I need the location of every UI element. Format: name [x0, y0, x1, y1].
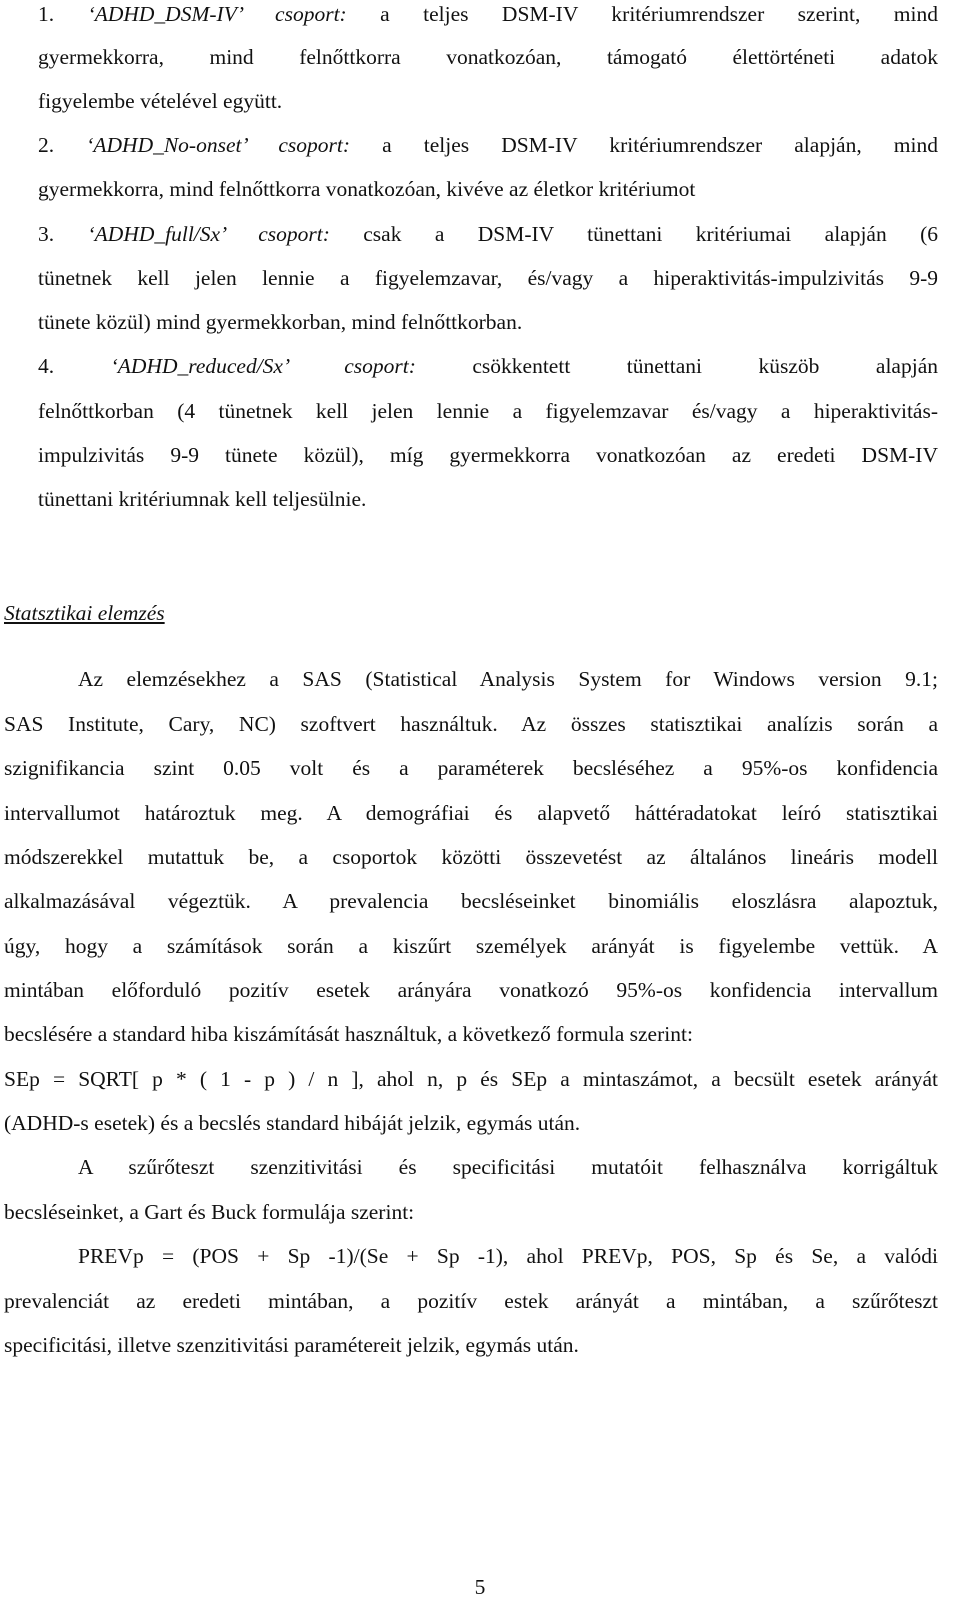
paragraph-line: A szűrőteszt szenzitivitási és specificitási mutatóit felhasználva korrigáltuk	[78, 1155, 938, 1179]
page-number: 5	[474, 1575, 486, 1599]
list-item-number: 3.	[38, 222, 55, 246]
list-item-2	[0, 132, 960, 158]
list-item-text: a teljes DSM-IV kritériumrendszer alapján, mind	[350, 133, 938, 157]
list-item-title: ‘ADHD_DSM-IV’ csoport:	[87, 2, 347, 26]
section-heading	[0, 600, 960, 626]
section-heading-text: Statsztikai elemzés	[4, 601, 165, 625]
list-item-text: felnőttkorban (4 tünetnek kell jelen lennie a figyelemzavar és/vagy a hiperaktivitás-	[38, 399, 938, 423]
list-item-number: 1.	[38, 2, 55, 26]
list-item-title: ‘ADHD_full/Sx’ csoport:	[87, 222, 330, 246]
paragraph-line: prevalenciát az eredeti mintában, a pozitív estek arányát a mintában, a szűrőteszt	[4, 1289, 938, 1313]
formula-line: SEp = SQRT[ p * ( 1 - p ) / n ], ahol n, p és SEp a mintaszámot, a becsült esetek arányát	[4, 1067, 938, 1091]
paragraph-line: intervallumot határoztuk meg. A demográfiai és alapvető háttéradatokat leíró statisztikai	[4, 801, 938, 825]
paragraph-line: SAS Institute, Cary, NC) szoftvert használtuk. Az összes statisztikai analízis során a	[4, 712, 938, 736]
list-item-text: figyelembe vételével együtt.	[38, 89, 283, 113]
list-item-text: tünete közül) mind gyermekkorban, mind felnőttkorban.	[38, 310, 523, 334]
paragraph-line: mintában előforduló pozitív esetek arányára vonatkozó 95%-os konfidencia intervallum	[4, 978, 938, 1002]
list-item-text: impulzivitás 9-9 tünete közül), míg gyermekkorra vonatkozóan az eredeti DSM-IV	[38, 443, 938, 467]
paragraph-line: becslésére a standard hiba kiszámítását használtuk, a következő formula szerint:	[4, 1022, 693, 1046]
list-item-title: ‘ADHD_reduced/Sx’ csoport:	[110, 354, 416, 378]
paragraph-line: Az elemzésekhez a SAS (Statistical Analysis System for Windows version 9.1;	[78, 667, 938, 691]
list-item-text: csak a DSM-IV tünettani kritériumai alapján (6	[329, 222, 939, 246]
formula-line: PREVp = (POS + Sp -1)/(Se + Sp -1), ahol PREVp, POS, Sp és Se, a valódi	[78, 1244, 938, 1268]
list-item-text: csökkentett tünettani küszöb alapján	[415, 354, 938, 378]
list-item-text: gyermekkorra, mind felnőttkorra vonatkozóan, támogató élettörténeti adatok	[38, 45, 938, 69]
paragraph-line: szignifikancia szint 0.05 volt és a paraméterek becsléséhez a 95%-os konfidencia	[4, 756, 938, 780]
list-item-number: 2.	[38, 133, 55, 157]
list-item-3	[0, 221, 960, 247]
list-item-1	[0, 1, 960, 27]
list-item-number: 4.	[38, 354, 55, 378]
list-item-text: tünettani kritériumnak kell teljesülnie.	[38, 487, 367, 511]
paragraph-line: úgy, hogy a számítások során a kiszűrt személyek arányát is figyelembe vettük. A	[4, 934, 938, 958]
paragraph-line: specificitási, illetve szenzitivitási paramétereit jelzik, egymás után.	[4, 1333, 579, 1357]
list-item-4	[0, 353, 960, 379]
list-item-text: gyermekkorra, mind felnőttkorra vonatkozóan, kivéve az életkor kritériumot	[38, 177, 696, 201]
paragraph-line: alkalmazásával végeztük. A prevalencia becsléseinket binomiális eloszlásra alapoztuk,	[4, 889, 938, 913]
paragraph-line: becsléseinket, a Gart és Buck formulája szerint:	[4, 1200, 415, 1224]
paragraph-line: (ADHD-s esetek) és a becslés standard hibáját jelzik, egymás után.	[4, 1111, 581, 1135]
paragraph-line: módszerekkel mutattuk be, a csoportok közötti összevetést az általános lineáris modell	[4, 845, 938, 869]
list-item-text: tünetnek kell jelen lennie a figyelemzavar, és/vagy a hiperaktivitás-impulzivitás 9-9	[38, 266, 938, 290]
list-item-title: ‘ADHD_No-onset’ csoport:	[86, 133, 351, 157]
list-item-text: a teljes DSM-IV kritériumrendszer szerint, mind	[346, 2, 938, 26]
